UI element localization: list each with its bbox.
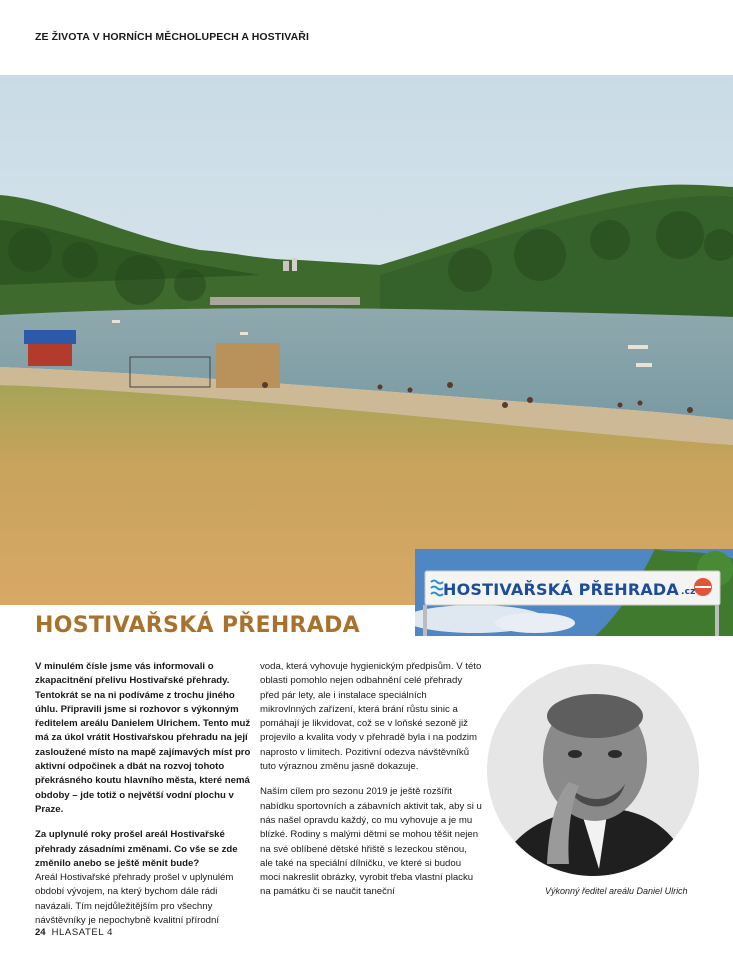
reservoir-sign-text bbox=[443, 576, 715, 602]
interview-answer-1: Areál Hostivařské přehrady prošel v uplynulém období vývojem, na který bychom dále rádi navázali. Tím nejdůležitějším pro všechny návštěvníky je nepochybně kvalitní přírodní bbox=[35, 872, 234, 927]
director-portrait bbox=[487, 664, 699, 876]
page-number: 24 bbox=[35, 927, 46, 938]
article-column-1 bbox=[35, 660, 257, 939]
article-intro: V minulém čísle jsme vás informovali o zkapacitnění přelivu Hostivařské přehrady. Tentokrát se na ni podíváme z trochu jiného úhlu. Připravili jsme si rozhovor s výkonným ředitelem areálu Danielem Ulrichem. Tento muž má za úkol vrátit Hostivařskou přehradu na její zasloužené místo na mapě zajímavých míst pro aktivní odpočinek a dbát na rozvoj tohoto překrásného koutu hlavního města, které nemá obdoby – jde totiž o největší vodní plochu v Praze. bbox=[35, 661, 251, 815]
article-column-2 bbox=[260, 660, 482, 911]
interview-question-1: Za uplynulé roky prošel areál Hostivařské přehrady zásadními změnami. Co vše se zde změnilo anebo se ještě měnit bude? bbox=[35, 829, 238, 869]
magazine-name: HLASATEL 4 bbox=[51, 927, 114, 938]
sign-domain: .cz bbox=[681, 587, 696, 597]
interview-answer-1-paragraph-2: Naším cílem pro sezonu 2019 je ještě rozšířit nabídku sportovních a zábavních aktivit tak, aby si u nás našel opravdu každý, co mu vyhovuje a je mu blízké. Rodiny s malými dětmi se mohou těšit nejen na své oblíbené dětské hřiště s lezeckou stěnou, ale také na speciální dílničku, ve které si budou moci nakreslit obrázky, vyrobit třeba vlastní placku na památku či se naučit taneční bbox=[260, 786, 482, 898]
article-title: HOSTIVAŘSKÁ PŘEHRADA bbox=[35, 613, 360, 638]
interview-answer-1-continued: voda, která vyhovuje hygienickým předpisům. V této oblasti pomohlo nejen odbahnění celé přehrady před pár lety, ale i instalace speciálních mikrovlnných zařízení, která brání růstu sinic a pomáhají je likvidovat, což se v loňské sezoně již projevilo a kvalita vody v přehradě byla i na podzim naprosto v limitech. Pozitivní odezva návštěvníků tuto výraznou změnu jasně dokazuje. bbox=[260, 661, 482, 773]
portrait-caption: Výkonný ředitel areálu Daniel Ulrich bbox=[545, 886, 688, 896]
reservoir-sign-photo bbox=[415, 549, 733, 636]
section-header: ZE ŽIVOTA V HORNÍCH MĚCHOLUPECH A HOSTIVAŘI bbox=[35, 31, 309, 43]
sign-name: HOSTIVAŘSKÁ PŘEHRADA bbox=[443, 579, 679, 599]
hero-photo-reservoir bbox=[0, 75, 733, 605]
page-footer bbox=[35, 927, 113, 938]
